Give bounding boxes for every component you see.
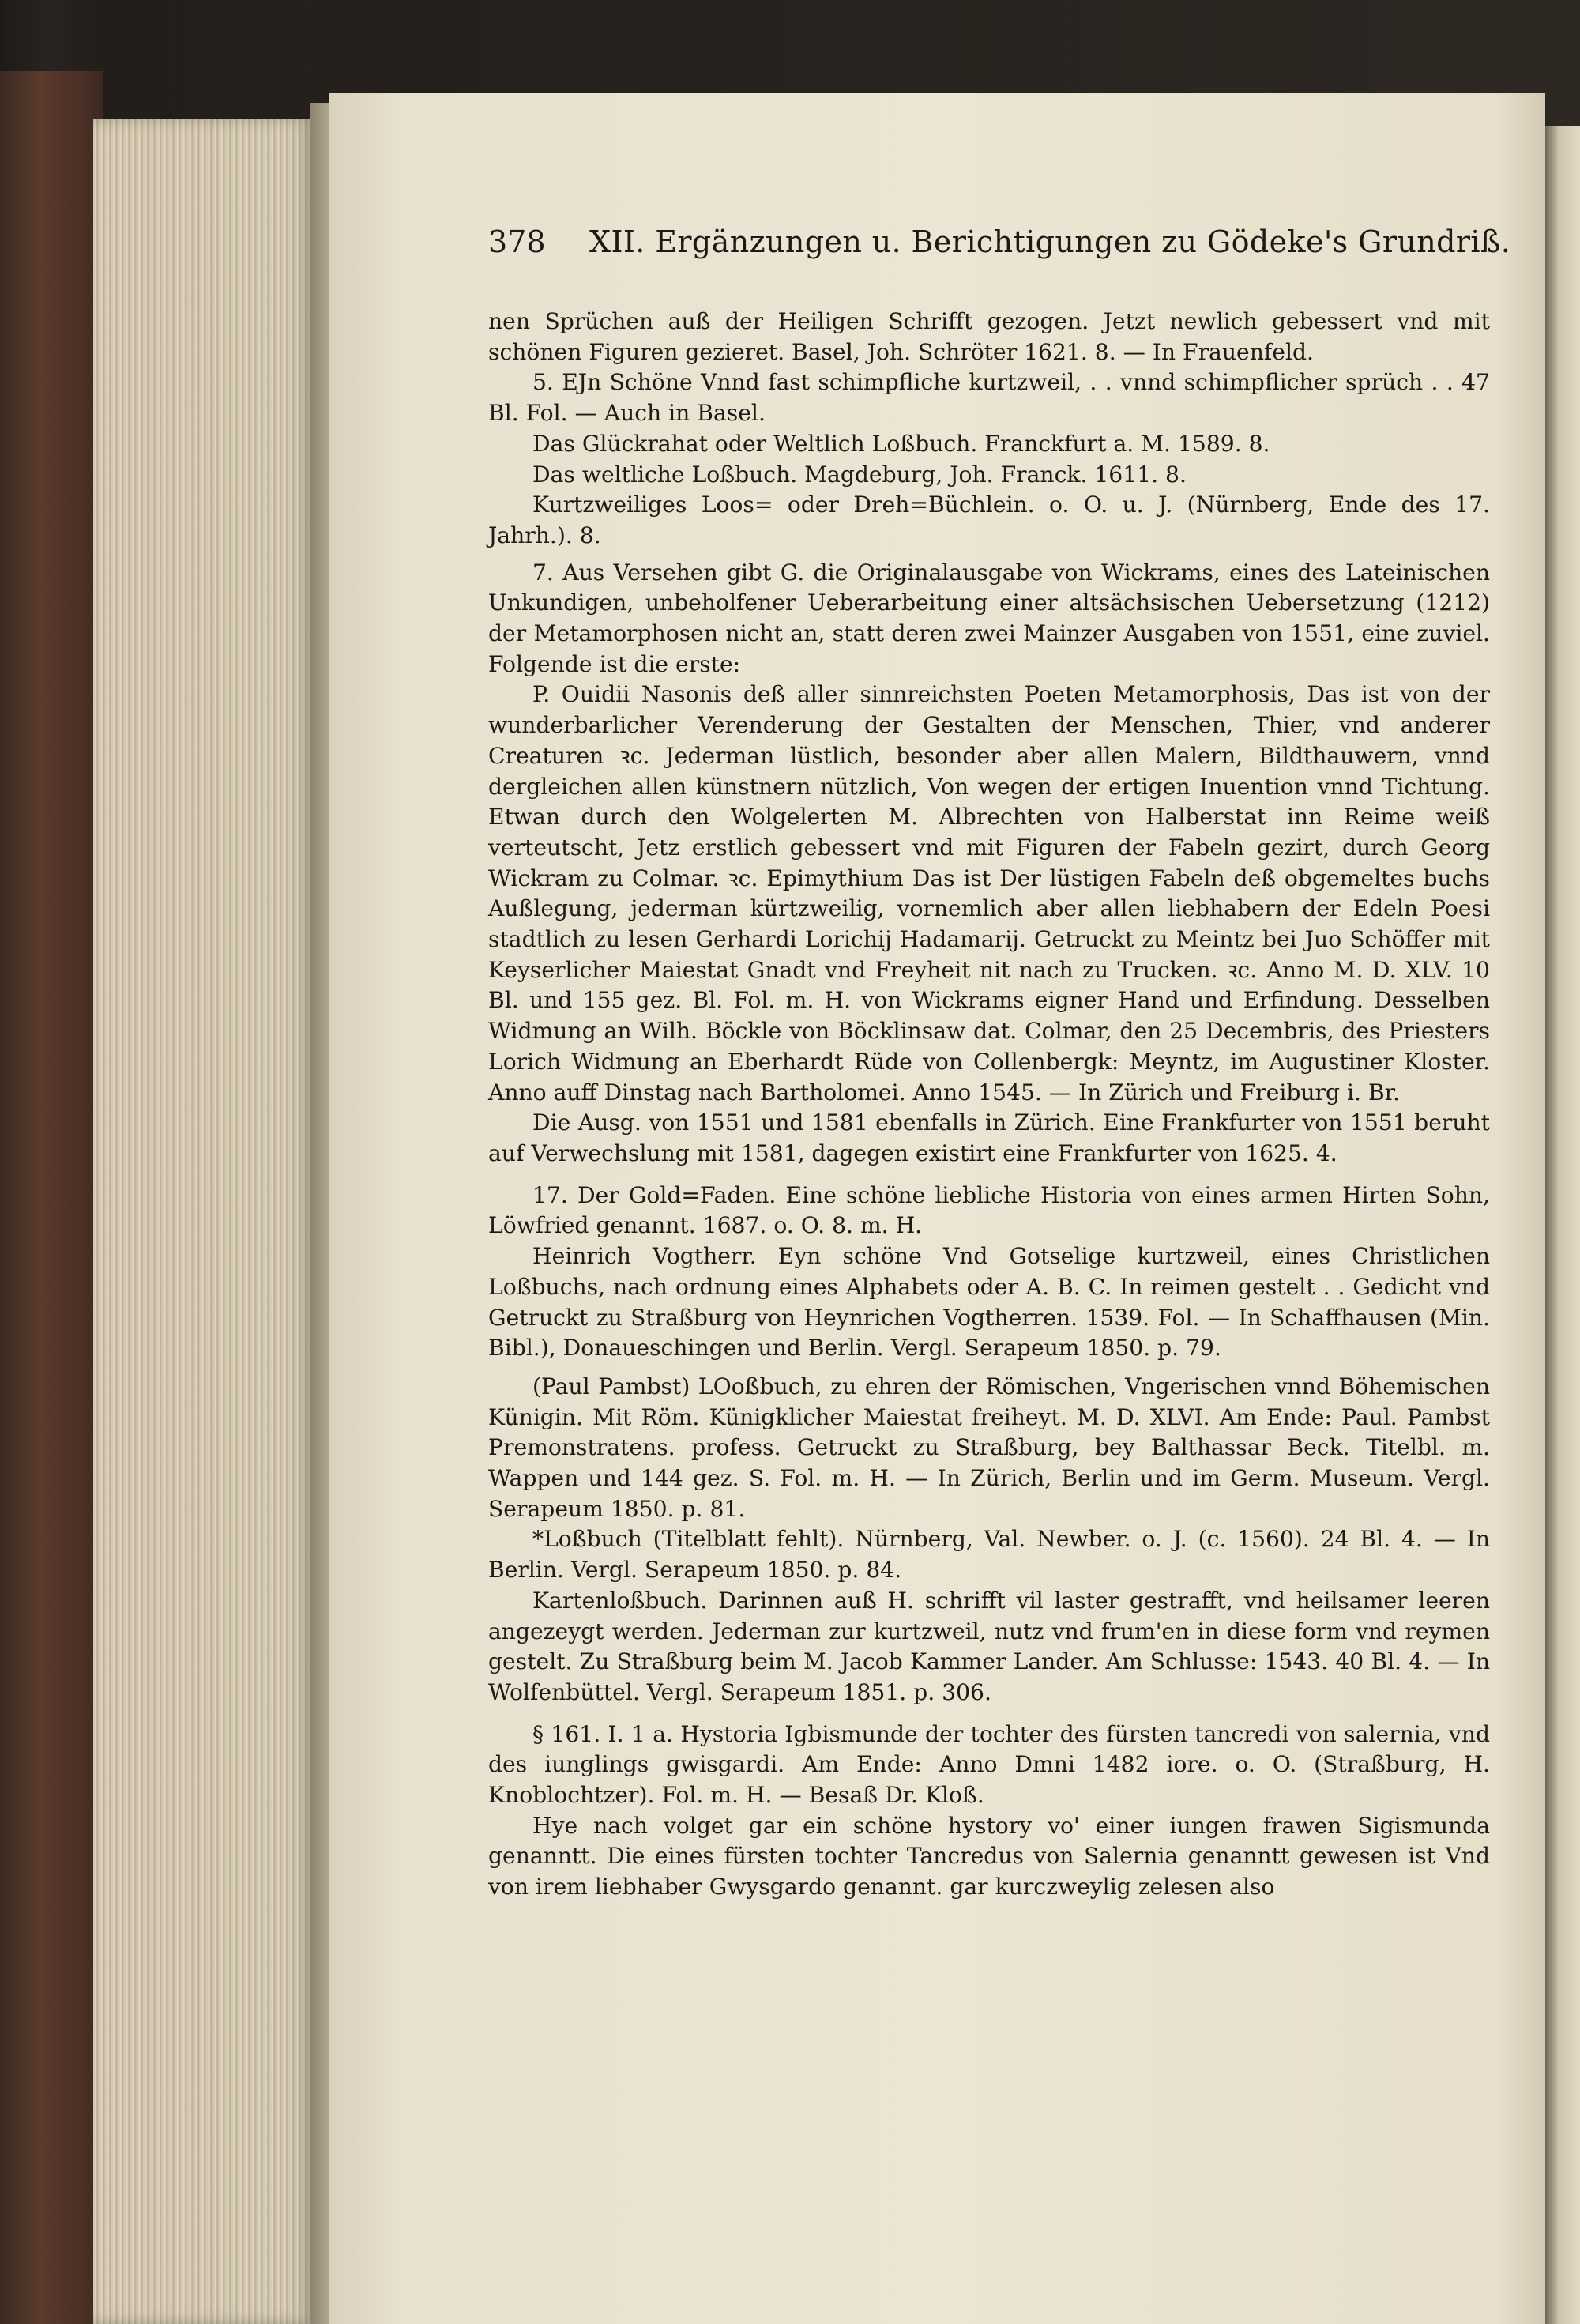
paragraph: Heinrich Vogtherr. Eyn schöne Vnd Gotselige kurtzweil, eines Christlichen Loßbuchs, nach ordnung eines Alphabets oder A. B. C. In reimen gestelt . . Gedicht vnd Getruckt zu Straßburg von Heynrichen Vogtherren. 1539. Fol. — In Schaffhausen (Min. Bibl.), Donaueschingen und Berlin. Vergl. Serapeum 1850. p. 79. (488, 1243, 1490, 1362)
paragraph: Kurtzweiliges Loos= oder Dreh=Büchlein. o. O. u. J. (Nürnberg, Ende des 17. Jahrh.). 8. (488, 492, 1490, 548)
paragraph: Die Ausg. von 1551 und 1581 ebenfalls in Zürich. Eine Frankfurter von 1551 beruht auf Verwechslung mit 1581, dagegen existirt eine Frankfurter von 1625. 4. (488, 1109, 1490, 1166)
paragraph: Das Glückrahat oder Weltlich Loßbuch. Franckfurt a. M. 1589. 8. (532, 430, 1270, 457)
paragraph: *Loßbuch (Titelblatt fehlt). Nürnberg, Val. Newber. o. J. (c. 1560). 24 Bl. 4. — In Berlin. Vergl. Serapeum 1850. p. 84. (488, 1526, 1490, 1584)
paragraph: Das weltliche Loßbuch. Magdeburg, Joh. Franck. 1611. 8. (532, 461, 1187, 488)
running-title: XII. Ergänzungen u. Berichtigungen zu Gödeke's Grundriß. (589, 224, 1511, 259)
running-header (488, 218, 1511, 266)
paragraph: 5. EJn Schöne Vnnd fast schimpfliche kurtzweil, . . vnnd schimpflicher sprüch . . 47 Bl. Fol. — Auch in Basel. (488, 369, 1490, 427)
paragraph: § 161. I. 1 a. Hystoria Igbismunde der tochter des fürsten tancredi von salernia, vnd des iunglings gwisgardi. Am Ende: Anno Dmni 1482 iore. o. O. (Straßburg, H. Knoblochtzer). Fol. m. H. — Besaß Dr. Kloß. (488, 1720, 1490, 1809)
page-content (488, 218, 1511, 1903)
paragraph: 17. Der Gold=Faden. Eine schöne liebliche Historia von eines armen Hirten Sohn, Löwfried genannt. 1687. o. O. 8. m. H. (488, 1181, 1490, 1239)
paragraph: (Paul Pambst) LOoßbuch, zu ehren der Römischen, Vngerischen vnnd Böhemischen Künigin. Mit Röm. Künigklicher Maiestat freiheyt. M. D. XLVI. Am Ende: Paul. Pambst Premonstratens. profess. Getruckt zu Straßburg, bey Balthassar Beck. Titelbl. m. Wappen und 144 gez. S. Fol. m. H. — In Zürich, Berlin und im Germ. Museum. Vergl. Serapeum 1850. p. 81. (488, 1373, 1490, 1522)
paragraph: Hye nach volget gar ein schöne hystory vo' einer iungen frawen Sigismunda genanntt. Die eines fürsten tochter Tancredus von Salernia genanntt gewesen ist Vnd von irem liebhaber Gwysgardo genannt. gar kurczweylig zelesen also (488, 1812, 1490, 1900)
text-body (488, 307, 1490, 1903)
paragraph: P. Ouidii Nasonis deß aller sinnreichsten Poeten Metamorphosis, Das ist von der wunderbarlicher Verenderung der Gestalten der Menschen, Thier, vnd anderer Creaturen ꝛc. Jederman lüstlich, besonder aber allen Malern, Bildthauwern, vnnd dergleichen allen künstnern nützlich, Von wegen der ertigen Inuention vnnd Tichtung. Etwan durch den Wolgelerten M. Albrechten von Halberstat inn Reime weiß verteutscht, Jetz erstlich gebessert vnd mit Figuren der Fabeln gezirt, durch Georg Wickram zu Colmar. ꝛc. Epimythium Das ist Der lüstigen Fabeln deß obgemeltes buchs Außlegung, jederman kürtzweilig, vornemlich aber allen liebhabern der Edeln Poesi stadtlich zu lesen Gerhardi Lorichij Hadamarij. Getruckt zu Meintz bei Juo Schöffer mit Keyserlicher Maiestat Gnadt vnd Freyheit nit nach zu Trucken. ꝛc. Anno M. D. XLV. 10 Bl. und 155 gez. Bl. Fol. m. H. von Wickrams eigner Hand und Erfindung. Desselben Widmung an Wilh. Böckle von Böcklinsaw dat. Colmar, den 25 Decembris, des Priesters Lorich Widmung an Eberhardt Rüde von Collenbergk: Meyntz, im Augustiner Kloster. Anno auff Dinstag nach Bartholomei. Anno 1545. — In Zürich und Freiburg i. Br. (488, 681, 1490, 1106)
page-edges (93, 119, 314, 2324)
facing-page-edge (1545, 126, 1580, 2324)
page-number: 378 (488, 224, 546, 259)
paragraph: 7. Aus Versehen gibt G. die Originalausgabe von Wickrams, eines des Lateinischen Unkundigen, unbeholfener Ueberarbeitung einer altsächsischen Uebersetzung (1212) der Metamorphosen nicht an, statt deren zwei Mainzer Ausgaben von 1551, eine zuviel. Folgende ist die erste: (488, 559, 1490, 677)
book-binding (0, 71, 103, 2324)
paragraph: Kartenloßbuch. Darinnen auß H. schrifft vil laster gestrafft, vnd heilsamer leeren angezeygt werden. Jederman zur kurtzweil, nutz vnd frum'en in diese form vnd reymen gestelt. Zu Straßburg beim M. Jacob Kammer Lander. Am Schlusse: 1543. 40 Bl. 4. — In Wolfenbüttel. Vergl. Serapeum 1851. p. 306. (488, 1587, 1490, 1705)
paragraph: nen Sprüchen auß der Heiligen Schrifft gezogen. Jetzt newlich gebessert vnd mit schönen Figuren gezieret. Basel, Joh. Schröter 1621. 8. — In Frauenfeld. (488, 308, 1490, 365)
